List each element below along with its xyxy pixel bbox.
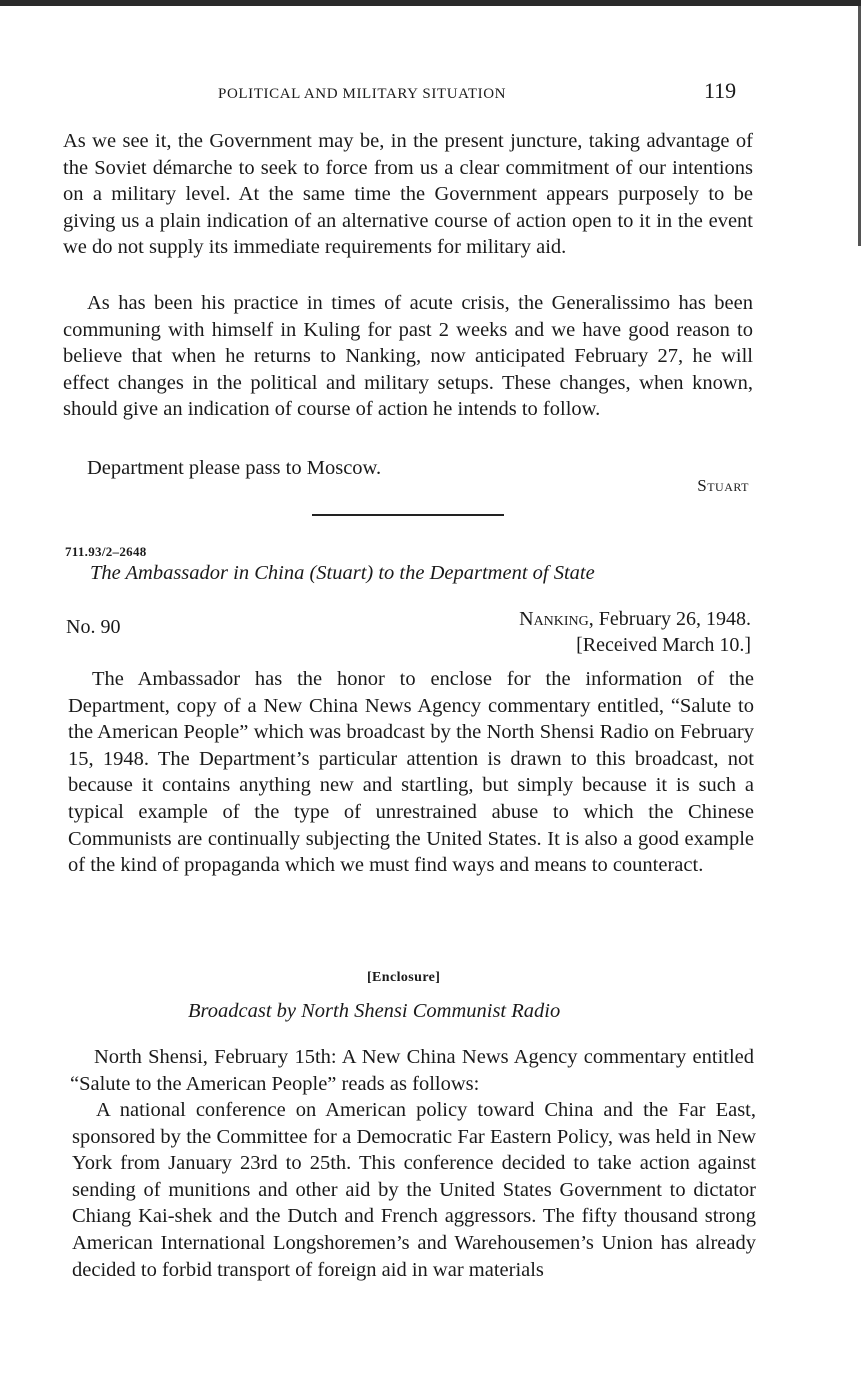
document-body: The Ambassador has the honor to enclose for the information of the Department, copy of a New China News Agency commentary entitled, “Salute to the American People” which was broadcast by the North Shensi Radio on February 15, 1948. The Department’s particular attention is drawn to this broadcast, not because it contains anything new and startling, but simply because it is such a typical example of the type of unrestrained abuse to which the Chinese Communists are continually subjecting the United States. It is also a good example of the kind of propaganda which we must find ways and means to counteract.: [68, 668, 754, 877]
enclosure-label: [Enclosure]: [367, 970, 441, 985]
enclosure-paragraph-1: North Shensi, February 15th: A New China News Agency commentary entitled “Salute to the American People” reads as follows:: [70, 1046, 754, 1095]
file-number: 711.93/2–2648: [65, 544, 147, 559]
section-divider: [312, 514, 504, 516]
place: Nanking: [519, 608, 589, 630]
signature: Stuart: [697, 476, 749, 495]
previous-paragraph-1: As we see it, the Government may be, in the present juncture, taking advantage of the Soviet démarche to seek to force from us a clear commitment of our intentions on a military level. At the same time the Government appears purposely to be giving us a plain indication of an alternative course of action open to it in the event we do not supply its immediate requirements for military aid.: [63, 130, 753, 259]
place-date-line: [519, 606, 751, 632]
enclosure-paragraph-2: A national conference on American policy toward China and the Far East, sponsored by the Committee for a Democratic Far Eastern Policy, was held in New York from January 23rd to 25th. This conference decided to take action against sending of munitions and other aid by the United States Government to dictator Chiang Kai-shek and the Dutch and French aggressors. The fifty thousand strong American International Longshoremen’s and Warehousemen’s Union has already decided to forbid transport of foreign aid in war materials: [72, 1099, 756, 1281]
document-number: No. 90: [66, 616, 121, 638]
previous-paragraph-2: As has been his practice in times of acute crisis, the Generalissimo has been communing with himself in Kuling for past 2 weeks and we have good reason to believe that when he returns to Nanking, now anticipated February 27, he will effect changes in the political and military setups. These changes, when known, should give an indication of course of action he intends to follow.: [63, 292, 753, 421]
place-date-block: [519, 606, 751, 658]
page-top-edge: [0, 0, 861, 6]
enclosure-title: Broadcast by North Shensi Communist Radio: [188, 1000, 561, 1022]
page-number: 119: [704, 78, 737, 103]
previous-paragraph-3: Department please pass to Moscow.: [87, 457, 382, 479]
date: , February 26, 1948.: [588, 608, 751, 630]
document-title: The Ambassador in China (Stuart) to the Department of State: [90, 562, 595, 584]
running-title: POLITICAL AND MILITARY SITUATION: [218, 86, 507, 102]
received-date: [Received March 10.]: [576, 634, 751, 656]
